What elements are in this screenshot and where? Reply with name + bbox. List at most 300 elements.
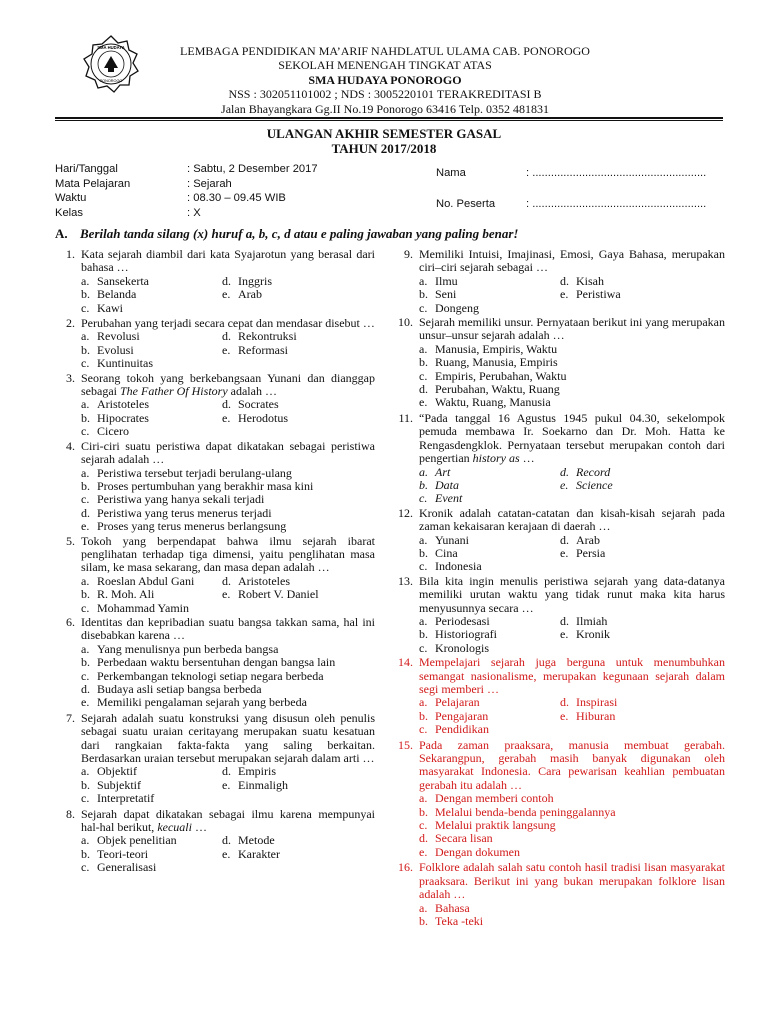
answer-option[interactable]	[81, 507, 375, 520]
option-letter: c.	[419, 559, 428, 574]
answer-option[interactable]	[419, 275, 560, 288]
answer-options	[81, 834, 375, 874]
option-text: Roeslan Abdul Gani	[97, 573, 195, 588]
answer-option[interactable]	[419, 628, 560, 641]
option-text: Data	[435, 477, 459, 492]
answer-option[interactable]	[81, 425, 222, 438]
logo-text-bottom: PONOROGO	[99, 79, 123, 83]
header-nss: NSS : 302051101002 ; NDS : 3005220101 TERAKREDITASI B	[228, 87, 542, 102]
answer-option[interactable]	[560, 696, 725, 709]
option-text: Record	[576, 464, 611, 479]
answer-option[interactable]	[419, 534, 560, 547]
student-info	[436, 166, 706, 228]
answer-option[interactable]	[419, 902, 725, 915]
option-text: Empiris	[238, 764, 276, 779]
option-letter: d.	[560, 695, 569, 710]
question-stem: Seorang tokoh yang berkebangsaan Yunani dan dianggap sebagai The Father Of History adalah …	[81, 370, 375, 399]
option-letter: c.	[81, 300, 90, 315]
answer-option[interactable]	[81, 575, 222, 588]
question-stem: Memiliki Intuisi, Imajinasi, Emosi, Gaya Bahasa, merupakan ciri–ciri sejarah sebagai …	[419, 247, 725, 275]
question-stem: Kronik adalah catatan-catatan dan kisah-kisah sejarah pada zaman kekaisaran kerajaan di daerah …	[419, 505, 725, 534]
option-text: Herodotus	[238, 410, 288, 425]
option-text: Kronologis	[435, 640, 489, 655]
question-stem: Folklore adalah salah satu contoh hasil tradisi lisan masyarakat praaksara. Berikut ini yang bukan merupakan folklore lisan adalah …	[419, 860, 725, 902]
question-stem: “Pada tanggal 16 Agustus 1945 pukul 04.30, sekelompok pemuda membawa Ir. Soekarno dan Dr. Moh. Hatta ke Rengasdengklok. Pernyataan tersebut merupakan contoh dari pengertian history as …	[419, 410, 725, 466]
question-number: 3.	[66, 370, 75, 385]
option-letter: c.	[419, 491, 428, 506]
answer-option[interactable]	[419, 819, 725, 832]
exam-info-value: : Sejarah	[187, 177, 232, 190]
answer-option[interactable]	[560, 534, 725, 547]
question-number: 12.	[398, 505, 413, 520]
answer-option[interactable]	[419, 288, 560, 301]
option-text: Mohammad Yamin	[97, 600, 190, 615]
option-text: Metode	[238, 833, 275, 848]
answer-options	[81, 765, 375, 805]
option-text: Art	[435, 464, 451, 479]
student-info-label: Nama	[436, 167, 466, 179]
answer-option[interactable]	[81, 412, 222, 425]
answer-option[interactable]	[81, 357, 222, 370]
section-instruction	[55, 226, 518, 242]
answer-option[interactable]	[419, 723, 560, 736]
answer-option[interactable]	[560, 710, 725, 723]
option-text: Belanda	[97, 287, 137, 302]
answer-option[interactable]	[81, 643, 375, 656]
question-stem: Kata sejarah diambil dari kata Syajarotun yang berasal dari bahasa …	[81, 247, 375, 275]
option-text: Revolusi	[97, 329, 140, 344]
option-text: Empiris, Perubahan, Waktu	[435, 368, 567, 383]
option-text: Peristiwa	[576, 287, 621, 302]
question-12	[393, 507, 725, 574]
option-text: Periodesasi	[435, 613, 490, 628]
option-letter: d.	[222, 397, 231, 412]
option-text: Peristiwa yang hanya sekali terjadi	[97, 492, 265, 507]
option-text: Ruang, Manusia, Empiris	[435, 355, 558, 370]
answer-option[interactable]	[81, 792, 222, 805]
question-2	[55, 317, 375, 371]
answer-option[interactable]	[560, 288, 725, 301]
option-letter: b.	[419, 913, 428, 928]
option-text: Inspirasi	[576, 695, 618, 710]
answer-option[interactable]	[222, 588, 375, 601]
question-stem: Bila kita ingin menulis peristiwa sejarah yang data-datanya memiliki urutan waktu yang tidak runut maka kita harus menyusunnya secara …	[419, 573, 725, 615]
option-letter: b.	[419, 287, 428, 302]
option-text: Melalui praktik langsung	[435, 818, 556, 833]
answer-option[interactable]	[81, 834, 222, 847]
option-text: Teka -teki	[435, 913, 484, 928]
option-text: Perubahan, Waktu, Ruang	[435, 382, 560, 397]
school-logo	[82, 35, 140, 93]
option-text: Ilmu	[435, 273, 458, 288]
question-stem: Perubahan yang terjadi secara cepat dan mendasar disebut …	[81, 316, 375, 331]
option-letter: a.	[419, 273, 428, 288]
option-letter: c.	[81, 668, 90, 683]
option-text: Waktu, Ruang, Manusia	[435, 395, 551, 410]
option-letter: e.	[222, 846, 231, 861]
answer-option[interactable]	[81, 520, 375, 533]
header-school: SMA HUDAYA PONOROGO	[308, 72, 462, 87]
option-letter: d.	[560, 613, 569, 628]
exam-info-label: Kelas	[55, 206, 83, 219]
option-text: Kisah	[576, 273, 604, 288]
option-text: Einmaligh	[238, 777, 288, 792]
exam-info-row	[55, 162, 318, 177]
option-text: Aristoteles	[97, 397, 149, 412]
option-text: Proses pertumbuhan yang berakhir masa kini	[97, 478, 314, 493]
option-letter: d.	[222, 273, 231, 288]
answer-option[interactable]	[222, 275, 375, 288]
section-letter: A.	[55, 226, 68, 241]
option-text: Pelajaran	[435, 695, 480, 710]
answer-options	[419, 343, 725, 410]
exam-info-row	[55, 206, 318, 221]
answer-option[interactable]	[222, 848, 375, 861]
question-5	[55, 535, 375, 615]
answer-option[interactable]	[419, 832, 725, 845]
option-text: Historiografi	[435, 627, 497, 642]
question-number: 5.	[66, 533, 75, 548]
answer-options	[419, 275, 725, 315]
student-info-row	[436, 166, 706, 197]
option-letter: d.	[222, 764, 231, 779]
question-number: 7.	[66, 710, 75, 725]
answer-option[interactable]	[419, 370, 725, 383]
answer-option[interactable]	[222, 288, 375, 301]
answer-option[interactable]	[81, 330, 222, 343]
answer-option[interactable]	[81, 480, 375, 493]
question-13	[393, 575, 725, 655]
option-text: Science	[576, 477, 613, 492]
option-text: Objek penelitian	[97, 833, 177, 848]
question-number: 15.	[398, 737, 413, 752]
instruction-text: Berilah tanda silang (x) huruf a, b, c, d atau e paling jawaban yang paling benar!	[80, 226, 519, 241]
question-1	[55, 248, 375, 315]
option-text: Perkembangan teknologi setiap negara berbeda	[97, 668, 324, 683]
option-text: Dengan dokumen	[435, 844, 520, 859]
option-text: Melalui benda-benda peninggalannya	[435, 804, 616, 819]
option-text: Perbedaan waktu bersentuhan dengan bangsa lain	[97, 655, 336, 670]
option-text: Objektif	[97, 764, 137, 779]
answer-options	[419, 902, 725, 929]
option-text: R. Moh. Ali	[97, 587, 155, 602]
option-text: Manusia, Empiris, Waktu	[435, 341, 558, 356]
question-9	[393, 248, 725, 315]
option-letter: c.	[419, 368, 428, 383]
institution-header	[150, 44, 620, 116]
option-letter: a.	[419, 464, 428, 479]
option-letter: e.	[560, 627, 569, 642]
option-letter: d.	[419, 831, 428, 846]
option-text: Indonesia	[435, 559, 482, 574]
option-letter: a.	[81, 329, 90, 344]
option-text: Yunani	[435, 532, 469, 547]
option-text: Yang menulisnya pun berbeda bangsa	[97, 641, 279, 656]
question-number: 6.	[66, 614, 75, 629]
option-letter: c.	[81, 791, 90, 806]
answer-option[interactable]	[419, 915, 725, 928]
question-number: 9.	[404, 247, 413, 261]
question-10	[393, 316, 725, 410]
option-text: Evolusi	[97, 342, 134, 357]
question-number: 13.	[398, 573, 413, 588]
option-text: Generalisasi	[97, 860, 157, 875]
answer-option[interactable]	[81, 848, 222, 861]
question-6	[55, 616, 375, 710]
question-8	[55, 808, 375, 875]
questions-left-column	[55, 248, 375, 875]
answer-option[interactable]	[419, 302, 560, 315]
answer-option[interactable]	[560, 547, 725, 560]
question-3	[55, 372, 375, 439]
answer-option[interactable]	[419, 642, 560, 655]
answer-option[interactable]	[419, 356, 725, 369]
option-letter: d.	[560, 464, 569, 479]
option-letter: e.	[419, 844, 428, 859]
option-text: Seni	[435, 287, 457, 302]
option-letter: e.	[222, 287, 231, 302]
option-letter: e.	[419, 395, 428, 410]
answer-option[interactable]	[560, 275, 725, 288]
option-text: Arab	[576, 532, 600, 547]
option-text: Memiliki pengalaman sejarah yang berbeda	[97, 695, 307, 710]
answer-options	[419, 534, 725, 574]
option-letter: b.	[81, 478, 90, 493]
question-7	[55, 712, 375, 806]
option-text: Peristiwa tersebut terjadi berulang-ulang	[97, 465, 292, 480]
question-number: 10.	[398, 315, 413, 330]
exam-info	[55, 162, 318, 220]
question-number: 11.	[398, 410, 413, 425]
answer-option[interactable]	[419, 806, 725, 819]
option-letter: c.	[81, 424, 90, 439]
question-11	[393, 412, 725, 506]
answer-options	[419, 792, 725, 859]
option-text: Peristiwa yang terus menerus terjadi	[97, 505, 272, 520]
answer-option[interactable]	[419, 547, 560, 560]
answer-option[interactable]	[81, 275, 222, 288]
answer-option[interactable]	[419, 710, 560, 723]
option-text: Interpretatif	[97, 791, 155, 806]
option-letter: c.	[419, 300, 428, 315]
option-text: Hiburan	[576, 708, 616, 723]
answer-option[interactable]	[222, 330, 375, 343]
option-letter: d.	[81, 682, 90, 696]
option-letter: e.	[560, 545, 569, 560]
option-letter: a.	[81, 764, 90, 779]
answer-option[interactable]	[222, 398, 375, 411]
option-text: Reformasi	[238, 342, 288, 357]
option-text: Inggris	[238, 273, 272, 288]
option-letter: e.	[222, 587, 231, 602]
option-letter: b.	[81, 342, 90, 357]
option-letter: a.	[419, 791, 428, 806]
question-stem: Sejarah adalah suatu konstruksi yang disusun oleh penulis sebagai suatu uraian ceritayang merupakan suatu kesatuan dari rangkaian fakta-fakta yang saling berkaitan. Berdasarkan uraian tersebut merupakan sejarah dalam arti …	[81, 710, 375, 766]
exam-info-row	[55, 191, 318, 206]
exam-info-value: : X	[187, 206, 201, 219]
option-text: Proses yang terus menerus berlangsung	[97, 519, 287, 534]
student-info-value: : ........................................................	[526, 167, 707, 179]
option-letter: a.	[81, 573, 90, 588]
option-text: Hipocrates	[97, 410, 149, 425]
option-text: Robert V. Daniel	[238, 587, 319, 602]
student-info-row	[436, 197, 706, 228]
answer-option[interactable]	[419, 343, 725, 356]
answer-option[interactable]	[81, 765, 222, 778]
answer-option[interactable]	[419, 615, 560, 628]
question-4	[55, 440, 375, 534]
answer-options	[419, 696, 725, 736]
question-stem: Sejarah dapat dikatakan sebagai ilmu karena mempunyai hal-hal berikut, kecuali …	[81, 806, 375, 835]
option-letter: b.	[81, 410, 90, 425]
question-stem: Ciri-ciri suatu peristiwa dapat dikatakan sebagai peristiwa sejarah adalah …	[81, 438, 375, 467]
option-letter: c.	[81, 492, 90, 507]
answer-option[interactable]	[222, 344, 375, 357]
option-letter: a.	[81, 641, 90, 656]
answer-options	[419, 615, 725, 655]
exam-info-label: Hari/Tanggal	[55, 163, 118, 175]
option-letter: e.	[560, 477, 569, 492]
option-letter: d.	[222, 573, 231, 588]
option-letter: c.	[419, 640, 428, 655]
exam-info-row	[55, 177, 318, 192]
header-line2: SEKOLAH MENENGAH TINGKAT ATAS	[278, 58, 492, 73]
option-letter: c.	[419, 722, 428, 737]
option-letter: a.	[419, 900, 428, 915]
option-text: Budaya asli setiap bangsa berbeda	[97, 682, 262, 696]
option-letter: b.	[81, 287, 90, 302]
answer-option[interactable]	[419, 492, 560, 505]
option-letter: e.	[560, 708, 569, 723]
option-letter: a.	[419, 613, 428, 628]
option-letter: d.	[560, 532, 569, 547]
option-letter: c.	[81, 860, 90, 875]
question-stem: Tokoh yang berpendapat bahwa ilmu sejarah ibarat penglihatan terhadap tiga dimensi, yaitu penglihatan masa silam, ke masa sekarang, dan masa depan adalah …	[81, 533, 375, 575]
questions-right-column	[393, 248, 725, 928]
answer-option[interactable]	[81, 493, 375, 506]
answer-options	[81, 643, 375, 710]
option-letter: b.	[419, 545, 428, 560]
option-text: Cicero	[97, 424, 129, 439]
option-letter: a.	[81, 833, 90, 848]
option-letter: d.	[419, 382, 428, 397]
answer-option[interactable]	[419, 846, 725, 859]
answer-option[interactable]	[419, 466, 560, 479]
option-text: Rekontruksi	[238, 329, 297, 344]
option-letter: c.	[419, 818, 428, 833]
answer-option[interactable]	[81, 779, 222, 792]
option-letter: d.	[222, 329, 231, 344]
answer-option[interactable]	[560, 615, 725, 628]
option-letter: d.	[560, 273, 569, 288]
answer-options	[81, 275, 375, 315]
option-letter: e.	[222, 342, 231, 357]
answer-option[interactable]	[560, 628, 725, 641]
question-number: 2.	[66, 316, 75, 331]
student-info-label: No. Peserta	[436, 198, 496, 210]
exam-title-line1: ULANGAN AKHIR SEMESTER GASAL	[266, 126, 502, 141]
exam-info-value: : Sabtu, 2 Desember 2017	[187, 163, 318, 175]
answer-option[interactable]	[81, 588, 222, 601]
answer-option[interactable]	[222, 765, 375, 778]
option-text: Kuntinuitas	[97, 356, 153, 371]
answer-option[interactable]	[81, 861, 222, 874]
logo-text-top: SMA HUDAYA	[97, 45, 125, 50]
option-letter: d.	[222, 833, 231, 848]
answer-option[interactable]	[419, 792, 725, 805]
question-number: 16.	[398, 860, 413, 875]
answer-option[interactable]	[419, 479, 560, 492]
option-text: Arab	[238, 287, 262, 302]
header-line1: LEMBAGA PENDIDIKAN MA’ARIF NAHDLATUL ULAMA CAB. PONOROGO	[180, 44, 590, 58]
answer-option[interactable]	[81, 467, 375, 480]
answer-option[interactable]	[81, 696, 375, 709]
option-letter: e.	[81, 519, 90, 534]
answer-option[interactable]	[560, 466, 725, 479]
option-letter: b.	[81, 777, 90, 792]
option-text: Kronik	[576, 627, 610, 642]
question-15	[393, 739, 725, 860]
answer-option[interactable]	[222, 779, 375, 792]
option-letter: a.	[419, 532, 428, 547]
option-letter: d.	[81, 505, 90, 520]
exam-info-label: Waktu	[55, 192, 87, 204]
option-text: Cina	[435, 545, 458, 560]
header-divider-thin	[55, 120, 723, 121]
option-letter: b.	[419, 355, 428, 370]
option-letter: b.	[81, 846, 90, 861]
answer-option[interactable]	[222, 412, 375, 425]
option-letter: c.	[81, 600, 90, 615]
answer-option[interactable]	[81, 302, 222, 315]
answer-options	[81, 398, 375, 438]
answer-option[interactable]	[419, 696, 560, 709]
answer-option[interactable]	[222, 834, 375, 847]
answer-option[interactable]	[81, 288, 222, 301]
question-stem: Identitas dan kepribadian suatu bangsa takkan sama, hal ini disebabkan karena …	[81, 614, 375, 643]
option-text: Sansekerta	[97, 273, 149, 288]
answer-option[interactable]	[81, 656, 375, 669]
exam-info-value: : 08.30 – 09.45 WIB	[187, 192, 286, 204]
option-letter: a.	[419, 341, 428, 356]
option-text: Pengajaran	[435, 708, 489, 723]
answer-option[interactable]	[81, 683, 375, 696]
answer-option[interactable]	[560, 479, 725, 492]
answer-option[interactable]	[419, 396, 725, 409]
option-letter: b.	[419, 627, 428, 642]
answer-option[interactable]	[222, 575, 375, 588]
option-letter: e.	[81, 695, 90, 710]
exam-title	[0, 126, 768, 156]
answer-option[interactable]	[419, 560, 560, 573]
option-text: Pendidikan	[435, 722, 489, 737]
question-stem: Mempelajari sejarah juga berguna untuk menumbuhkan semangat nasionalisme, merupakan kegunaan sejarah dalam segi memberi …	[419, 655, 725, 696]
option-letter: b.	[419, 804, 428, 819]
answer-option[interactable]	[419, 383, 725, 396]
answer-option[interactable]	[81, 670, 375, 683]
answer-option[interactable]	[81, 398, 222, 411]
question-number: 14.	[398, 655, 413, 670]
exam-title-line2: TAHUN 2017/2018	[331, 141, 437, 156]
answer-option[interactable]	[81, 344, 222, 357]
header-divider	[55, 117, 723, 119]
option-letter: a.	[81, 273, 90, 288]
option-text: Subjektif	[97, 777, 141, 792]
option-text: Socrates	[238, 397, 279, 412]
option-letter: a.	[81, 465, 90, 480]
answer-option[interactable]	[81, 602, 222, 615]
question-stem: Sejarah memiliki unsur. Pernyataan berikut ini yang merupakan unsur–unsur sejarah adalah …	[419, 315, 725, 343]
